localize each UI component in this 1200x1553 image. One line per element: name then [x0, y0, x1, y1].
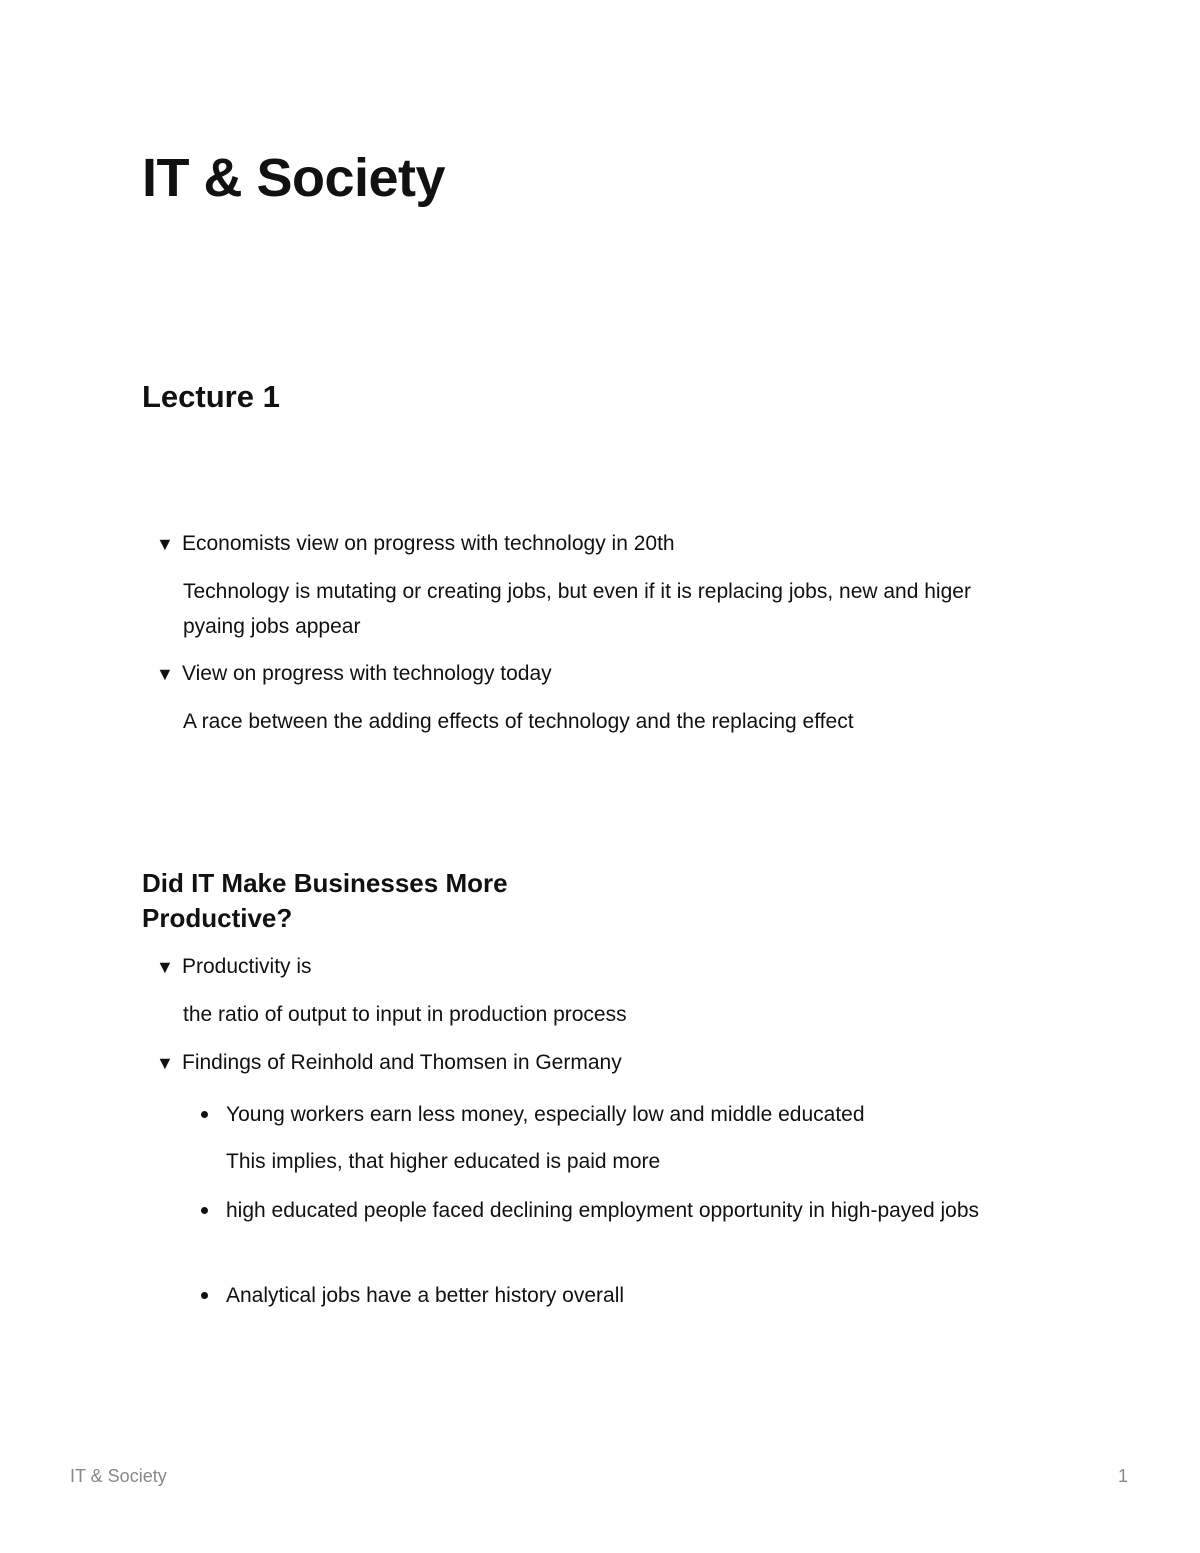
toggle-body: Technology is mutating or creating jobs, but even if it is replacing jobs, new and higer pyaing jobs appear — [183, 580, 971, 638]
triangle-down-icon[interactable]: ▼ — [156, 1053, 174, 1073]
section-heading-lecture-1: Lecture 1 — [142, 379, 280, 414]
bullet-dot-icon — [198, 1278, 226, 1313]
list-item-text: Analytical jobs have a better history overall — [226, 1284, 625, 1307]
page-number: 1 — [1117, 1466, 1128, 1486]
page-title: IT & Society — [142, 148, 446, 208]
bullet-dot-icon — [198, 1097, 226, 1132]
toggle-body: A race between the adding effects of technology and the replacing effect — [183, 710, 854, 733]
triangle-down-icon[interactable]: ▼ — [156, 534, 174, 554]
toggle-label: Economists view on progress with technology in 20th — [182, 532, 675, 555]
list-item-text: high educated people faced declining employment opportunity in high-payed jobs — [226, 1199, 980, 1222]
list-item — [198, 1278, 1038, 1313]
list-item-text: Young workers earn less money, especially low and middle educated — [226, 1103, 865, 1126]
toggle-label: Productivity is — [182, 955, 312, 978]
toggle-view-today[interactable] — [156, 660, 552, 688]
toggle-label: View on progress with technology today — [182, 662, 552, 685]
toggle-label: Findings of Reinhold and Thomsen in Germany — [182, 1051, 622, 1074]
list-item-note: This implies, that higher educated is paid more — [226, 1150, 661, 1173]
triangle-down-icon[interactable]: ▼ — [156, 957, 174, 977]
section-heading-productivity: Did IT Make Businesses More Productive? — [142, 868, 508, 933]
bullet-dot-icon — [198, 1193, 226, 1228]
toggle-economists-view[interactable] — [156, 530, 675, 558]
footer-title: IT & Society — [70, 1466, 167, 1486]
list-item — [198, 1193, 1038, 1228]
triangle-down-icon[interactable]: ▼ — [156, 664, 174, 684]
toggle-body: the ratio of output to input in production process — [183, 1003, 627, 1026]
toggle-findings[interactable] — [156, 1049, 622, 1077]
list-item — [198, 1097, 1038, 1132]
toggle-productivity-is[interactable] — [156, 953, 312, 981]
